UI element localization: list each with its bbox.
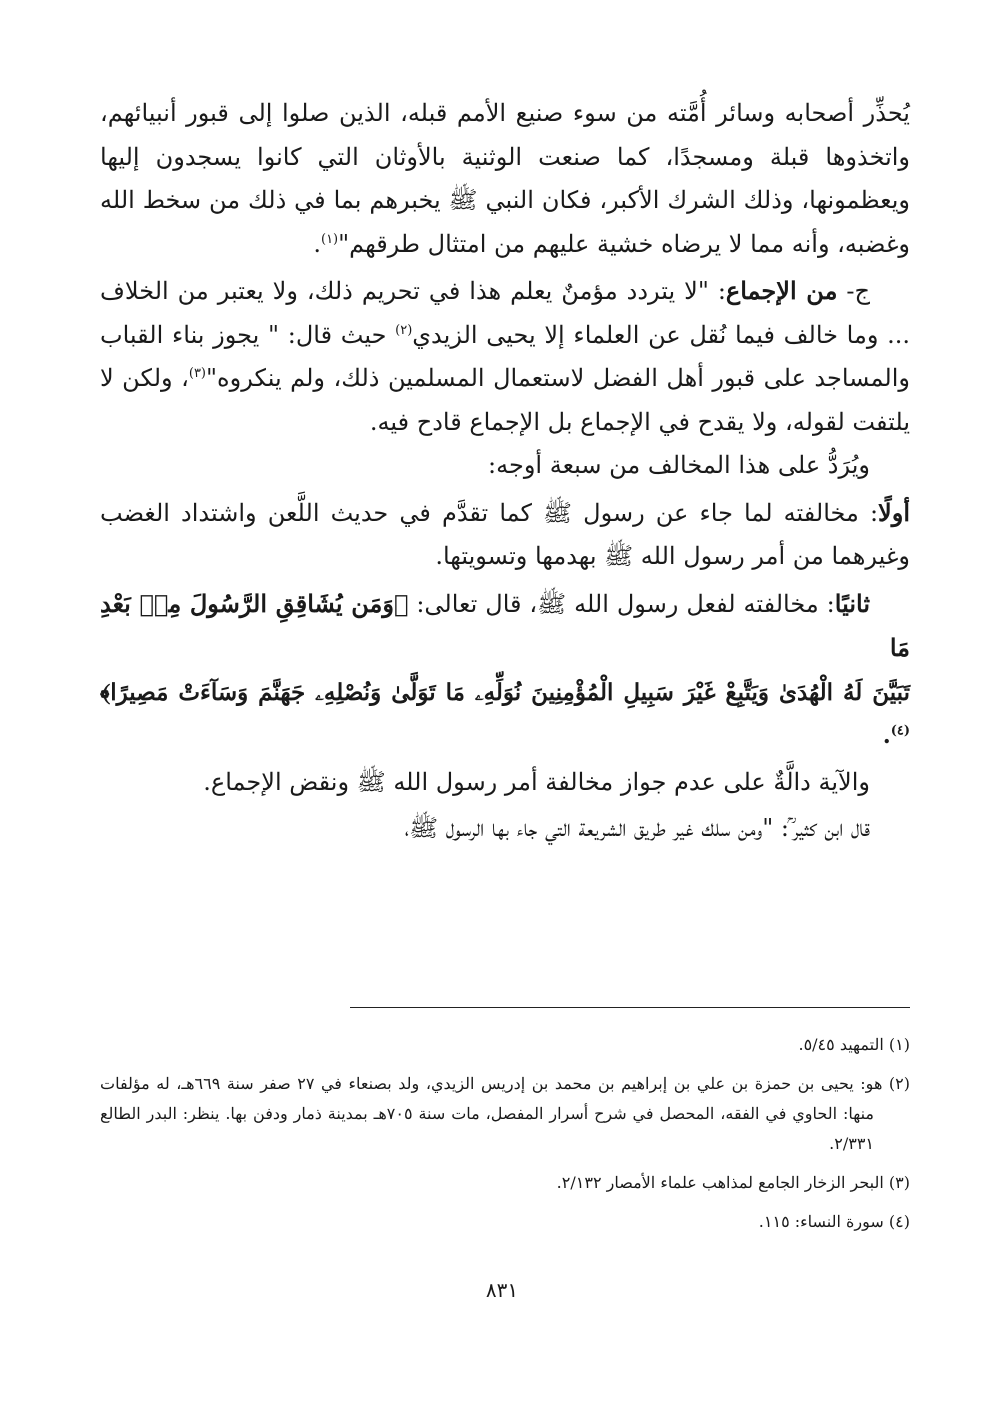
paragraph-ibn-kathir: قال ابن كثير ؒ: "ومن سلك غير طريق الشريعة التي جاء بها الرسول ﷺ، — [404, 814, 870, 842]
page-number: ٨٣١ — [485, 1278, 519, 1302]
ijma-text-2: حيث قال: " يجوز بناء القباب والمساجد على قبور أهل الفضل لاستعمال المسلمين ذلك، ولم ينكروه" — [100, 320, 910, 392]
ijma-prefix: ج- — [837, 277, 870, 305]
footnote-2: (٢) هو: يحيى بن حمزة بن علي بن إبراهيم بن محمد بن إدريس الزيدي، ولد بصنعاء في ٢٧ صفر سنة ٦٦٩هـ، له مؤلفات منها: الحاوي في الفقه، المحصل في شرح أسرار المفصل، مات سنة ٧٠٥هـ بمدينة ذمار ودفن بها. ينظر: البدر الطالع ٢/٣٣١. — [100, 1074, 911, 1153]
ijma-text-3: ، ولكن لا يلتفت لقوله، ولا يقدح في الإجماع بل الإجماع قادح فيه. — [100, 364, 910, 436]
footnote-4: (٤) سورة النساء: ١١٥. — [758, 1212, 910, 1231]
paragraph-first-aspect — [100, 491, 910, 579]
first-aspect-text: : مخالفته لما جاء عن رسول ﷺ كما تقدَّم في حديث اللَّعن واشتداد الغضب وغيرهما من أمر رسول الله ﷺ بهدمها وتسويتها. — [100, 498, 910, 570]
paragraph-1-end: . — [313, 229, 321, 258]
paragraph-second-aspect — [100, 582, 910, 671]
second-aspect-text: : مخالفته لفعل رسول الله ﷺ، قال تعالى: — [408, 589, 835, 618]
footnote-ref-2[interactable]: (٢) — [395, 322, 413, 338]
quran-verse-line — [100, 671, 910, 758]
footnote-1: (١) التمهيد ٥/٤٥. — [798, 1035, 910, 1054]
ijma-heading: من الإجماع — [725, 276, 838, 305]
paragraph-ijma — [100, 269, 910, 444]
main-text — [100, 92, 910, 851]
footnote-3: (٣) البحر الزخار الجامع لمذاهب علماء الأمصار ٢/١٣٢. — [556, 1173, 910, 1192]
paragraph-1-text: يُحذِّر أصحابه وسائر أُمَّته من سوء صنيع الأمم قبله، الذين صلوا إلى قبور أنبيائهم، واتخذوها قبلة ومسجدًا، كما صنعت الوثنية بالأوثان التي كانوا يسجدون إليها ويعظمونها، وذلك الشرك الأكبر، فكان النبي ﷺ يخبرهم بما في ذلك من سخط الله وغضبه، وأنه مما لا يرضاه خشية عليهم من امتثال طرقهم" — [100, 99, 910, 258]
paragraph-seven-aspects: ويُرَدُّ على هذا المخالف من سبعة أوجه: — [488, 451, 870, 479]
verse-end: . — [882, 722, 891, 749]
first-aspect-heading: أولًا — [878, 497, 910, 527]
footnotes — [100, 1030, 910, 1246]
paragraph-verse-meaning: والآية دالَّةٌ على عدم جواز مخالفة أمر رسول الله ﷺ ونقض الإجماع. — [203, 767, 870, 796]
footnote-ref-1[interactable]: (١) — [320, 231, 339, 247]
footnote-ref-4[interactable]: (٤) — [890, 723, 910, 739]
footnote-divider — [350, 1007, 910, 1008]
quran-verse-part-1: ﴿وَمَن يُشَاقِقِ الرَّسُولَ مِنۢ بَعْدِ مَا — [100, 588, 910, 662]
second-aspect-heading: ثانيًا — [834, 588, 870, 618]
footnote-ref-3[interactable]: (٣) — [188, 366, 206, 381]
quran-verse-part-2: تَبَيَّنَ لَهُ الْهُدَىٰ وَيَتَّبِعْ غَيْرَ سَبِيلِ الْمُؤْمِنِينَ نُوَلِّهِۦ مَا تَوَلَّىٰ وَنُصْلِهِۦ جَهَنَّمَ وَسَآءَتْ مَصِيرًا﴾ — [100, 678, 910, 706]
paragraph-1 — [100, 92, 910, 266]
ijma-text-1: : "لا يتردد مؤمنٌ يعلم هذا في تحريم ذلك، ولا يعتبر من الخلاف ... وما خالف فيما نُقل عن العلماء إلا يحيى الزيدي — [100, 277, 910, 349]
